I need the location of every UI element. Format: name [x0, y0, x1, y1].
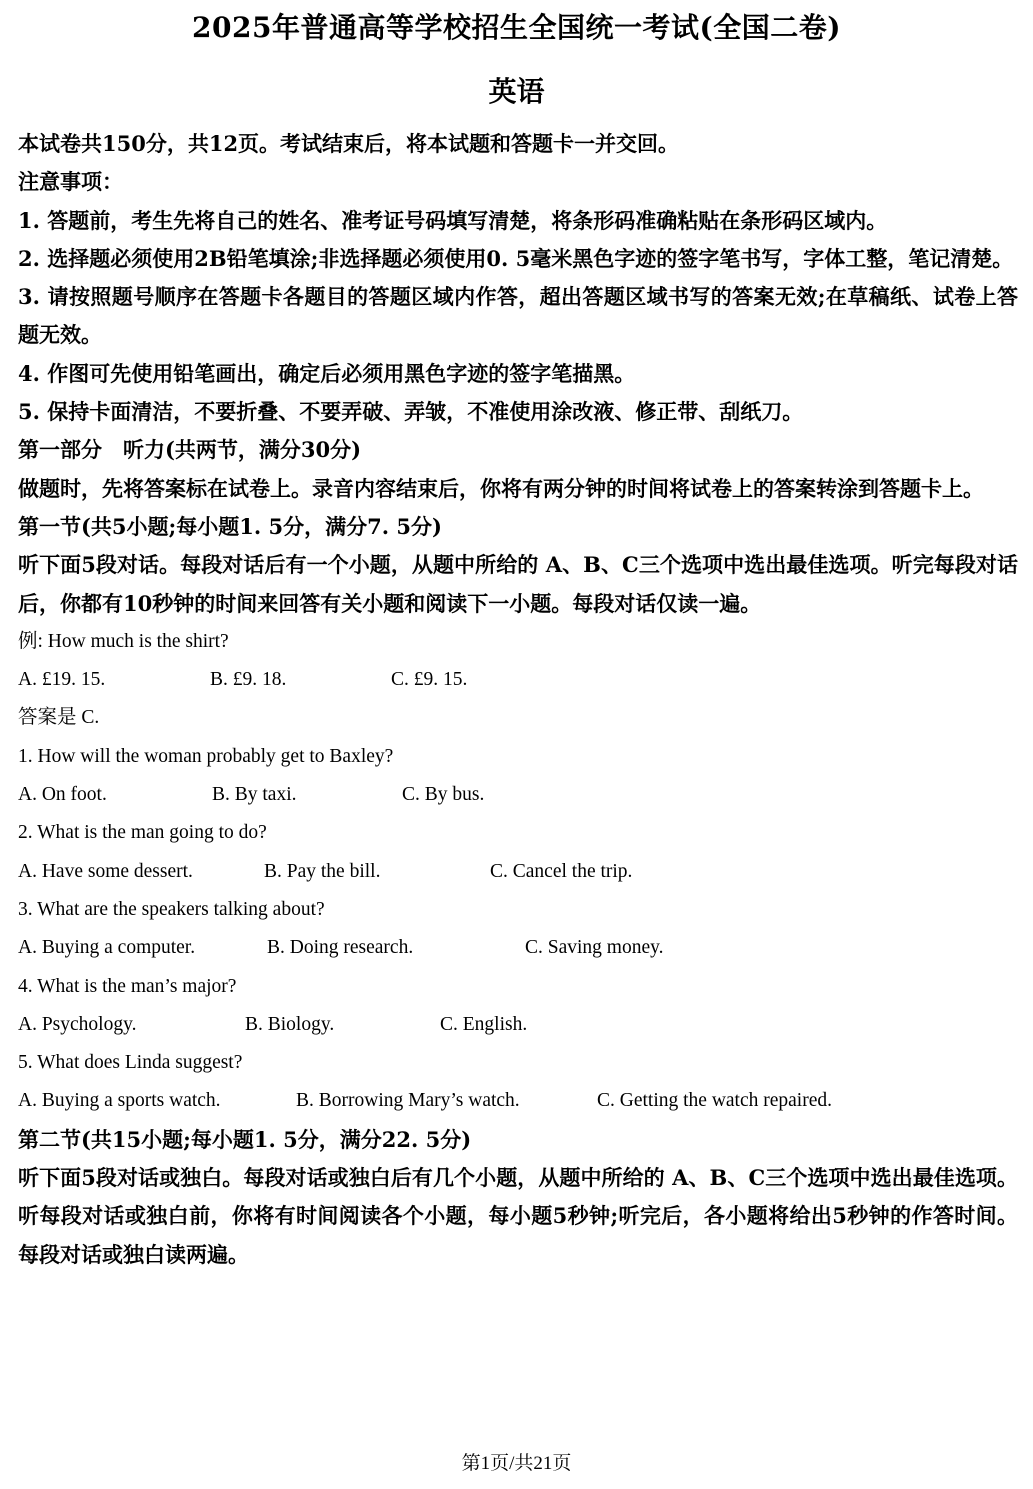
question-3: 3. What are the speakers talking about? [18, 898, 325, 920]
option-a: A. Psychology. [18, 1013, 137, 1035]
question-5-options [18, 1082, 1018, 1120]
exam-content [18, 125, 1018, 1274]
option-c: C. English. [440, 1013, 528, 1035]
section-heading: 第一节(共5小题;每小题1. 5分，满分7. 5分) [18, 513, 442, 539]
question-5: 5. What does Linda suggest? [18, 1052, 243, 1074]
section-instruction: 听下面5段对话或独白。每段对话或独白后有几个小题，从题中所给的 A、B、C三个选项中选出最佳选项。听每段对话或独白前，你将有时间阅读各个小题，每小题5秒钟;听完后，各小题将给出5秒钟的作答时间。每段对话或独白读两遍。 [18, 1165, 1018, 1267]
example-question: 例: How much is the shirt? [18, 630, 229, 652]
option-a: A. Have some dessert. [18, 860, 193, 882]
option-a: A. On foot. [18, 784, 107, 806]
question-3-options [18, 929, 1018, 967]
part-heading: 第一部分 听力(共两节，满分30分) [18, 437, 362, 463]
section-instruction: 听下面5段对话。每段对话后有一个小题，从题中所给的 A、B、C三个选项中选出最佳选项。听完每段对话后，你都有10秒钟的时间来回答有关小题和阅读下一小题。每段对话仅读一遍。 [18, 552, 1018, 616]
notes-heading: 注意事项： [18, 169, 123, 195]
section-heading: 第二节(共15小题;每小题1. 5分，满分22. 5分) [18, 1126, 472, 1152]
example-answer: 答案是 C. [18, 707, 100, 729]
option-b: B. Borrowing Mary’s watch. [296, 1090, 520, 1112]
option-c: C. By bus. [402, 784, 485, 806]
option-c: C. £9. 15. [391, 669, 468, 691]
option-a: A. Buying a sports watch. [18, 1090, 221, 1112]
note-item: 5. 保持卡面清洁，不要折叠、不要弄破、弄皱，不准使用涂改液、修正带、刮纸刀。 [18, 399, 804, 425]
note-item: 3. 请按照题号顺序在答题卡各题目的答题区域内作答，超出答题区域书写的答案无效;在草稿纸、试卷上答题无效。 [18, 284, 1018, 348]
page-number: 第1页/共21页 [461, 1453, 572, 1474]
option-c: C. Getting the watch repaired. [597, 1090, 832, 1112]
question-4-options [18, 1006, 1018, 1044]
question-4: 4. What is the man’s major? [18, 975, 237, 997]
subject-title: 英语 [488, 75, 545, 108]
option-b: B. £9. 18. [210, 669, 287, 691]
question-1-options [18, 776, 1018, 814]
example-options [18, 661, 1018, 699]
option-c: C. Saving money. [525, 937, 664, 959]
option-b: B. Biology. [245, 1013, 335, 1035]
intro-line: 本试卷共150分，共12页。考试结束后，将本试题和答题卡一并交回。 [18, 131, 680, 156]
option-b: B. Pay the bill. [264, 860, 381, 882]
option-b: B. Doing research. [267, 937, 414, 959]
question-2-options [18, 853, 1018, 891]
question-2: 2. What is the man going to do? [18, 822, 267, 844]
exam-title: 2025年普通高等学校招生全国统一考试(全国二卷) [192, 11, 841, 44]
option-c: C. Cancel the trip. [490, 860, 633, 882]
option-a: A. Buying a computer. [18, 937, 196, 959]
note-item: 1. 答题前，考生先将自己的姓名、准考证号码填写清楚，将条形码准确粘贴在条形码区域内。 [18, 207, 888, 233]
option-b: B. By taxi. [212, 784, 297, 806]
option-a: A. £19. 15. [18, 669, 106, 691]
question-1: 1. How will the woman probably get to Baxley? [18, 745, 394, 767]
note-item: 2. 选择题必须使用2B铅笔填涂;非选择题必须使用0. 5毫米黑色字迹的签字笔书写，字体工整，笔记清楚。 [18, 245, 1014, 271]
note-item: 4. 作图可先使用铅笔画出，确定后必须用黑色字迹的签字笔描黑。 [18, 360, 636, 386]
part-instruction: 做题时，先将答案标在试卷上。录音内容结束后，你将有两分钟的时间将试卷上的答案转涂到答题卡上。 [18, 475, 984, 501]
